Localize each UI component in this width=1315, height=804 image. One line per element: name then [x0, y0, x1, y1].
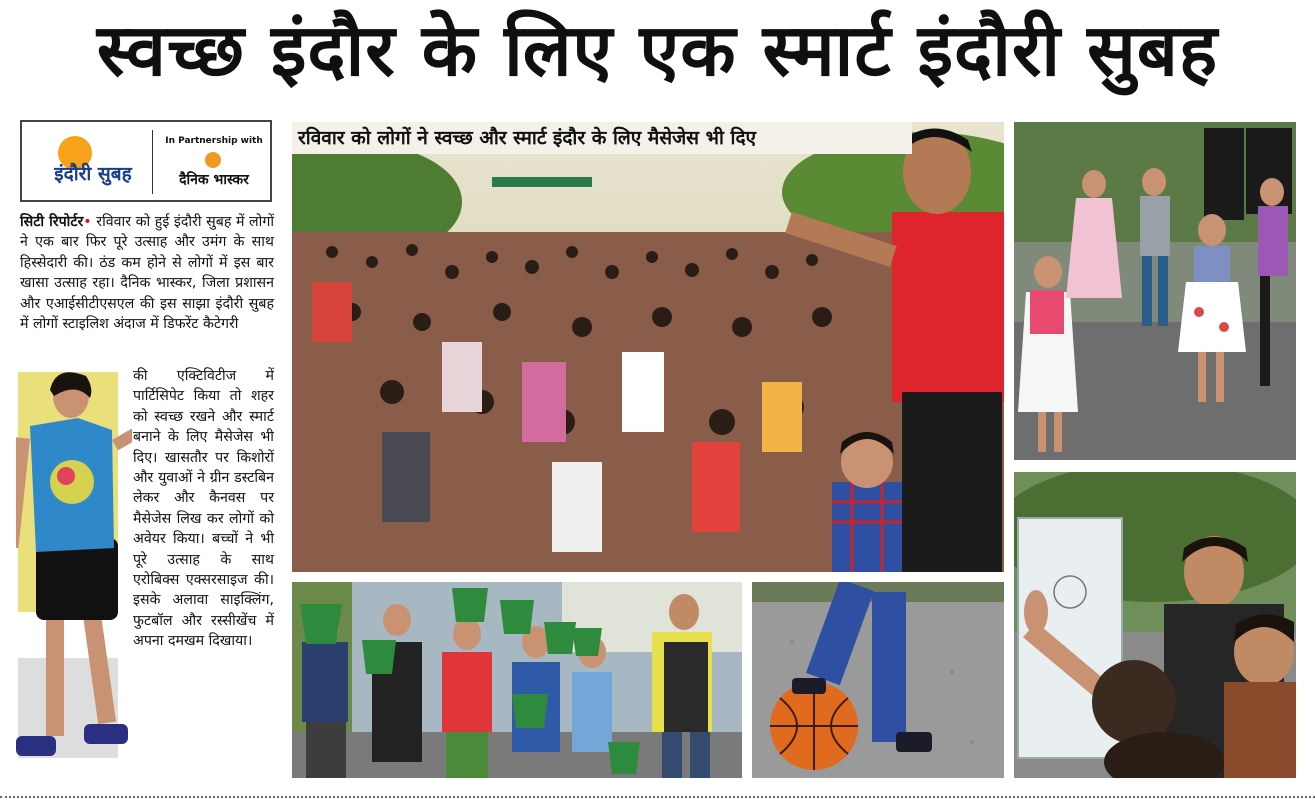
crowd-aerobics-photo: [292, 122, 1004, 572]
partnership-label: In Partnership with: [165, 136, 263, 146]
byline: सिटी रिपोर्टर: [20, 214, 84, 230]
headline: स्वच्छ इंदौर के लिए एक स्मार्ट इंदौरी सुबह: [96, 8, 1219, 92]
event-logo-box: [20, 120, 272, 202]
child-basketball-photo: [752, 582, 1004, 778]
article-body-top: रविवार को हुई इंदौरी सुबह में लोगों ने एक बार फिर पूरे उत्साह और उमंग के साथ हिस्सेदारी की। ठंड कम होने से लोगों में इस बार खासा उत्साह रहा। दैनिक भास्कर, जिला प्रशासन और एआईसीटीएसएल की इस साझा इंदौरी सुबह में लोगों स्टाइलिश अंदाज में डिफरेंट कैटेगरी: [20, 214, 274, 333]
partner-name: दैनिक भास्कर: [179, 172, 249, 188]
byline-bullet: •: [83, 214, 92, 230]
event-logo: [30, 126, 150, 198]
logo-divider: [152, 130, 153, 194]
girls-dancing-photo: [1014, 122, 1296, 460]
canvas-painting-photo: [1014, 472, 1296, 778]
article-text-top: [20, 212, 274, 334]
partner-logo-dot-icon: [205, 152, 221, 168]
article-text-side: की एक्टिविटीज में पार्टिसिपेट किया तो शहर को स्वच्छ रखने और स्मार्ट बनाने के लिए मैसेजेस भी दिए। खासतौर पर किशोरों और युवाओं ने ग्रीन डस्टबिन लेकर और कैनवस पर मैसेजेस लिख कर लोगों को अवेयर किया। बच्चों ने भी पूरे उत्साह के साथ एरोबिक्स एक्सरसाइज की। इसके अलावा साइक्लिंग, फुटबॉल और रस्सीखेंच में अपना दमखम दिखाया।: [133, 368, 274, 650]
event-logo-name: इंदौरी सुबह: [54, 163, 132, 185]
kids-green-dustbins-photo: [292, 582, 742, 778]
photo-caption: रविवार को लोगों ने स्वच्छ और स्मार्ट इंदौर के लिए मैसेजेस भी दिए: [292, 122, 912, 154]
page-bottom-rule: [0, 796, 1315, 798]
girl-cutout-photo: [16, 368, 132, 780]
